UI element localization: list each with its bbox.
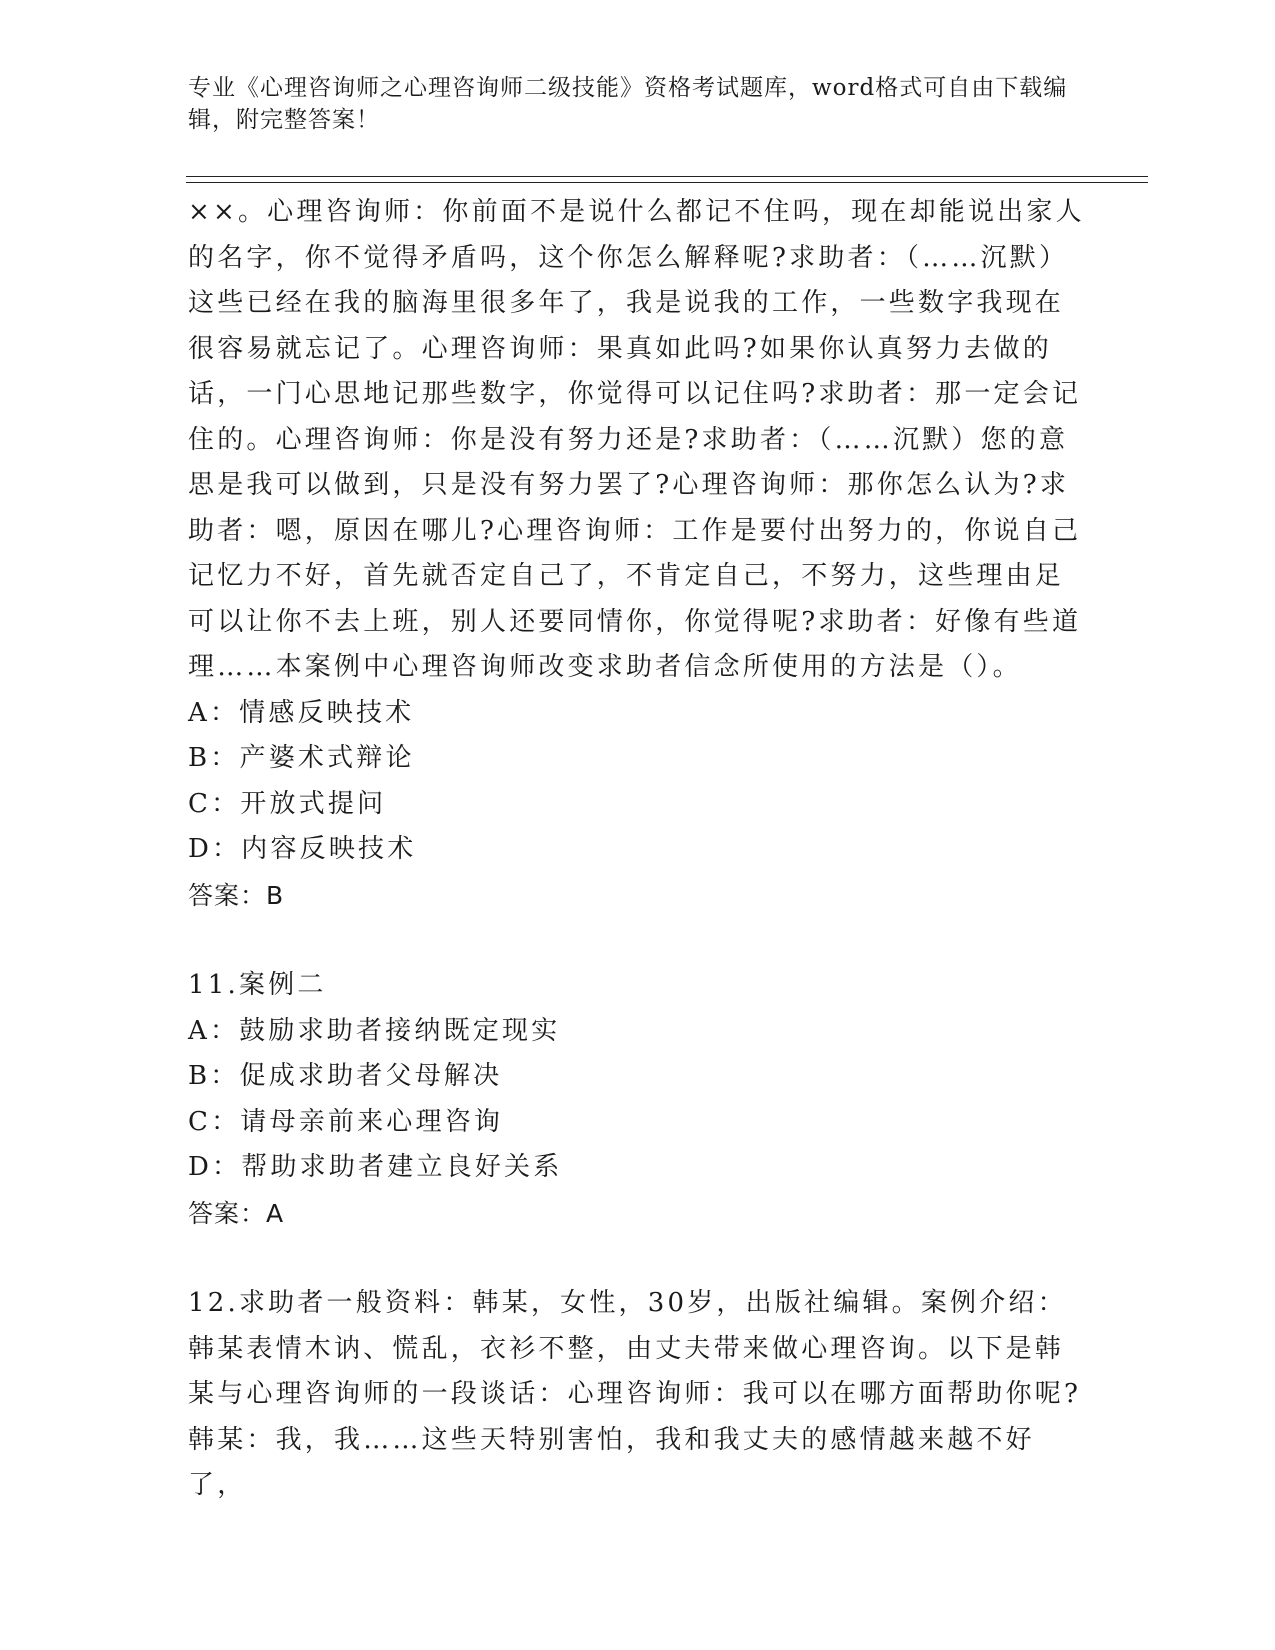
question-10-option-c: C：开放式提问 [188,788,387,819]
header-divider-top [186,176,1148,177]
question-10-text: ××。心理咨询师：你前面不是说什么都记不住吗，现在却能说出家人的名字，你不觉得矛盾吗，这个你怎么解释呢?求助者：（……沉默）这些已经在我的脑海里很多年了，我是说我的工作，一些数字我现在很容易就忘记了。心理咨询师：果真如此吗?如果你认真努力去做的话，一门心思地记那些数字，你觉得可以记住吗?求助者：那一定会记住的。心理咨询师：你是没有努力还是?求助者：（……沉默）您的意思是我可以做到，只是没有努力罢了?心理咨询师：那你怎么认为?求助者：嗯，原因在哪儿?心理咨询师：工作是要付出努力的，你说自己记忆力不好，首先就否定自己了，不肯定自己，不努力，这些理由足可以让你不去上班，别人还要同情你，你觉得呢?求助者：好像有些道理……本案例中心理咨询师改变求助者信念所使用的方法是（）。 [188,197,1085,682]
question-11-option-c: C：请母亲前来心理咨询 [188,1106,504,1137]
question-11-option-a: A：鼓励求助者接纳既定现实 [188,1015,561,1046]
question-11-option-b: B：促成求助者父母解决 [188,1061,503,1091]
question-12 [188,1281,1088,1509]
question-10-option-d: D：内容反映技术 [188,834,417,864]
spacer [188,1236,1088,1281]
question-10-option-a: A：情感反映技术 [188,697,415,728]
question-10-option-b: B：产婆术式辩论 [188,743,415,773]
question-content [188,190,1088,1509]
question-11-answer: 答案：A [188,1198,285,1228]
header-divider-bottom [186,182,1148,183]
spacer [188,918,1088,963]
question-10-answer: 答案：B [188,880,285,910]
question-11-stem: 11.案例二 [188,970,327,1000]
question-11 [188,963,1088,1236]
document-header: 专业《心理咨询师之心理咨询师二级技能》资格考试题库，word格式可自由下载编辑，附完整答案！ [188,75,1068,133]
question-11-option-d: D：帮助求助者建立良好关系 [188,1152,563,1182]
question-10 [188,190,1088,918]
question-12-stem: 12.求助者一般资料：韩某，女性，30岁，出版社编辑。案例介绍：韩某表情木讷、慌乱，衣衫不整，由丈夫带来做心理咨询。以下是韩某与心理咨询师的一段谈话：心理咨询师：我可以在哪方面帮助你呢?韩某：我，我……这些天特别害怕，我和我丈夫的感情越来越不好了， [188,1288,1082,1500]
